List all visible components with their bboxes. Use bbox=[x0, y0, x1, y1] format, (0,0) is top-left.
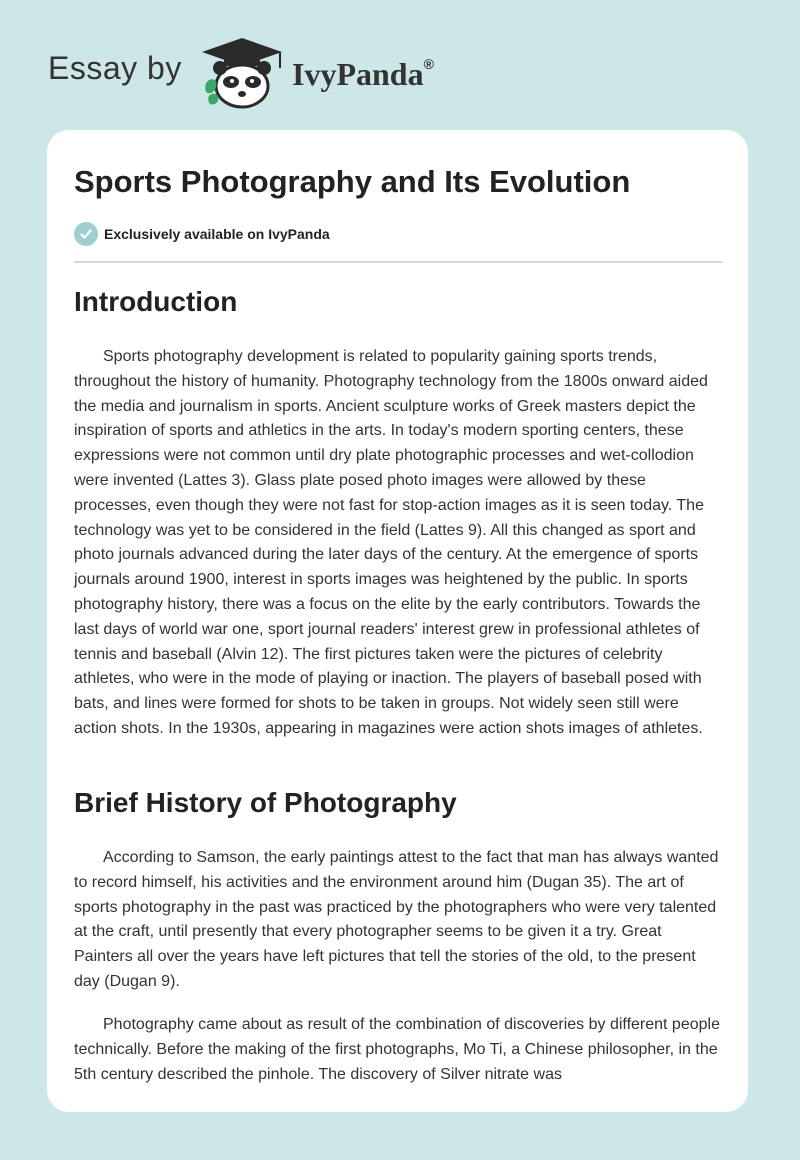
section-heading-history: Brief History of Photography bbox=[74, 787, 457, 818]
essay-by-label: Essay by bbox=[48, 50, 182, 86]
essay-card bbox=[47, 130, 748, 1112]
page-title: Sports Photography and Its Evolution bbox=[74, 164, 631, 199]
section-heading-introduction: Introduction bbox=[74, 286, 238, 317]
paragraph: Sports photography development is related to popularity gaining sports trends, throughout the history of humanity. Photography technology from the 1800s onward aided the media and journalism in sports. Ancient sculpture works of Greek masters depict the inspiration of sports and athletics in the arts. In today's modern sporting centers, these expressions were not common until dry plate photographic processes and wet-collodion were invented (Lattes 3). Glass plate posed photo images were allowed by these processes, even though they were not fast for stop-action images as it is seen today. The technology was yet to be considered in the field (Lattes 9). All this changed as sport and photo journals advanced during the later days of the century. At the emergence of sports journals around 1900, interest in sports images was heightened by the public. In sports photography history, there was a focus on the elite by the early contributors. Towards the last days of world war one, sport journal readers' interest grew in professional athletes of tennis and baseball (Alvin 12). The first pictures taken were the pictures of celebrity athletes, who were in the mode of playing or inaction. The players of baseball posed with bats, and lines were formed for shots to be taken in groups. Not widely seen still were action shots. In the 1930s, appearing in magazines were action shots images of athletes. bbox=[74, 348, 708, 737]
paragraph: According to Samson, the early paintings attest to the fact that man has always wanted to record himself, his activities and the environment around him (Dugan 35). The art of sports photography in the past was practiced by the photographers who were very talented at the craft, until presently that every photographer seems to be given it a try. Great Painters all over the years have left pictures that tell the stories of the old, to the present day (Dugan 9). bbox=[74, 849, 719, 990]
ivypanda-logo-icon[interactable] bbox=[200, 36, 284, 110]
brand-text: IvyPanda bbox=[292, 56, 424, 92]
site-header bbox=[0, 0, 800, 130]
divider bbox=[74, 261, 723, 263]
paragraph: Photography came about as result of the combination of discoveries by different people technically. Before the making of the first photographs, Mo Ti, a Chinese philosopher, in the 5th century described the pinhole. The discovery of Silver nitrate was bbox=[74, 1016, 720, 1083]
trademark-symbol: ® bbox=[423, 56, 434, 73]
check-icon bbox=[74, 222, 98, 246]
exclusive-label: Exclusively available on IvyPanda bbox=[104, 226, 330, 242]
brand-name[interactable] bbox=[292, 56, 434, 93]
exclusive-badge bbox=[74, 222, 330, 246]
